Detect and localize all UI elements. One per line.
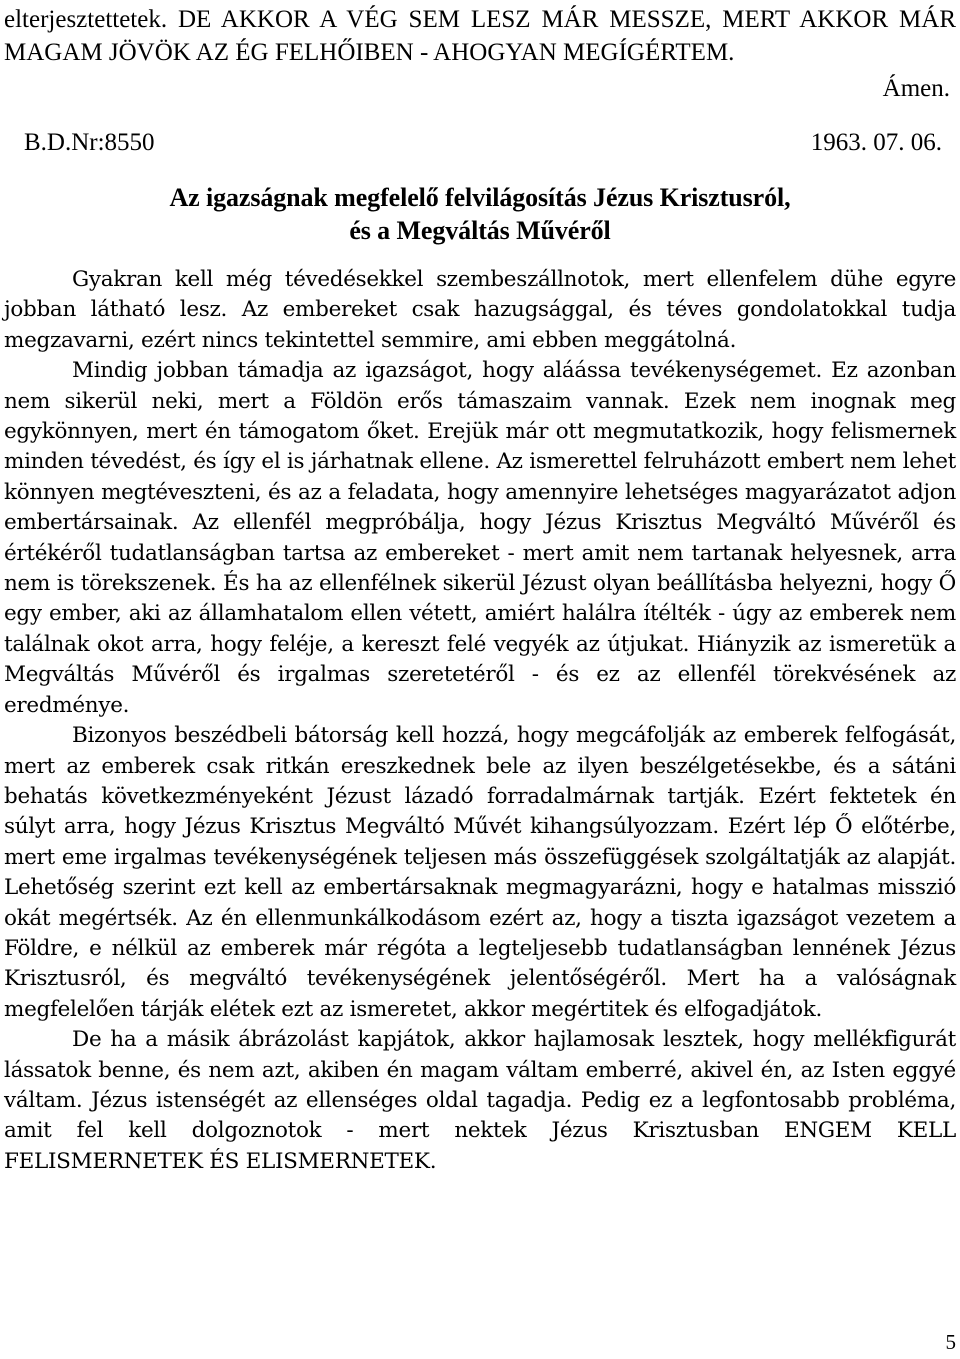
title-line-2: és a Megváltás Művéről xyxy=(349,216,611,245)
title-line-1: Az igazságnak megfelelő felvilágosítás Jézus Krisztusról, xyxy=(169,183,791,212)
body-text xyxy=(4,265,956,1177)
page-title xyxy=(4,181,956,247)
document-date: 1963. 07. 06. xyxy=(810,129,942,156)
intro-text: elterjesztettetek. DE AKKOR A VÉG SEM LESZ MÁR MESSZE, MERT AKKOR MÁR MAGAM JÖVÖK AZ ÉG FELHŐIBEN - AHOGYAN MEGÍGÉRTEM. xyxy=(4,6,956,66)
document-page xyxy=(4,0,956,1359)
paragraph: De ha a másik ábrázolást kapjátok, akkor hajlamosak lesztek, hogy mellékfigurát lássatok benne, és nem azt, akiben én magam váltam emberré, akivel én, az Isten eggyé váltam. Jézus istenségét az ellenséges oldal tagadja. Pedig ez a legfontosabb probléma, amit fel kell dolgoznotok - mert nektek Jézus Krisztusban ENGEM KELL FELISMERNETEK ÉS ELISMERNETEK. xyxy=(4,1027,956,1174)
closing-amen: Ámen. xyxy=(882,75,950,102)
paragraph: Gyakran kell még tévedésekkel szembeszállnotok, mert ellenfelem dühe egyre jobban látható lesz. Az embereket csak hazugsággal, és téves gondolatokkal tudja megzavarni, ezért nincs tekintettel semmire, ami ebben meggátolná. xyxy=(4,267,956,353)
page-number: 5 xyxy=(945,1330,956,1354)
paragraph: Mindig jobban támadja az igazságot, hogy aláássa tevékenységemet. Ez azonban nem sikerül neki, mert a Földön erős támaszaim vannak. Ezek nem inognak meg egykönnyen, mert én támogatom őket. Erejük már ott megmutatkozik, hogy felismernek minden tévedést, és így el is járhatnak ellene. Az ismerettel felruházott embert nem lehet könnyen megtéveszteni, és az a feladata, hogy amennyire lehetséges magyarázatot adjon embertársainak. Az ellenfél megpróbálja, hogy Jézus Krisztus Megváltó Művéről és értékéről tudatlanságban tartsa az embereket - mert amit nem tartanak helyesnek, arra nem is törekszenek. És ha az ellenfélnek sikerül Jézust olyan beállításba helyezni, hogy Ő egy ember, aki az államhatalom ellen vétett, amiért halálra ítélték - úgy az emberek nem találnak okot arra, hogy feléje, a kereszt felé vegyék az útjukat. Hiányzik az ismeretük a Megváltás Művéről és irgalmas szeretetéről - és ez az ellenfél törekvésének az eredménye. xyxy=(4,358,956,718)
document-reference: B.D.Nr:8550 xyxy=(24,129,155,156)
paragraph: Bizonyos beszédbeli bátorság kell hozzá, hogy megcáfolják az emberek felfogását, mert az emberek csak ritkán ereszkednek bele az ilyen beszélgetésekbe, és a sátáni behatás következményeként Jézust lázadó forradalmárnak tartják. Ezért fektetek én súlyt arra, hogy Jézus Krisztus Megváltó Művét kihangsúlyozzam. Ezért lép Ő előtérbe, mert eme irgalmas tevékenységének teljesen más összefüggések szolgáltatják az alapját. Lehetőség szerint ezt kell az embertársaknak megmagyarázni, hogy e hatalmas misszió okát megértsék. Az én ellenmunkálkodásom ezért az, hogy a tiszta igazságot vezetem a Földre, e nélkül az emberek már régóta a legteljesebb tudatlanságban lennének Jézus Krisztusról, és megváltó tevékenységének jelentőségéről. Mert ha a valóságnak megfelelően tárják elétek ezt az ismeretet, akkor megértitek és elfogadjátok. xyxy=(4,723,956,1022)
